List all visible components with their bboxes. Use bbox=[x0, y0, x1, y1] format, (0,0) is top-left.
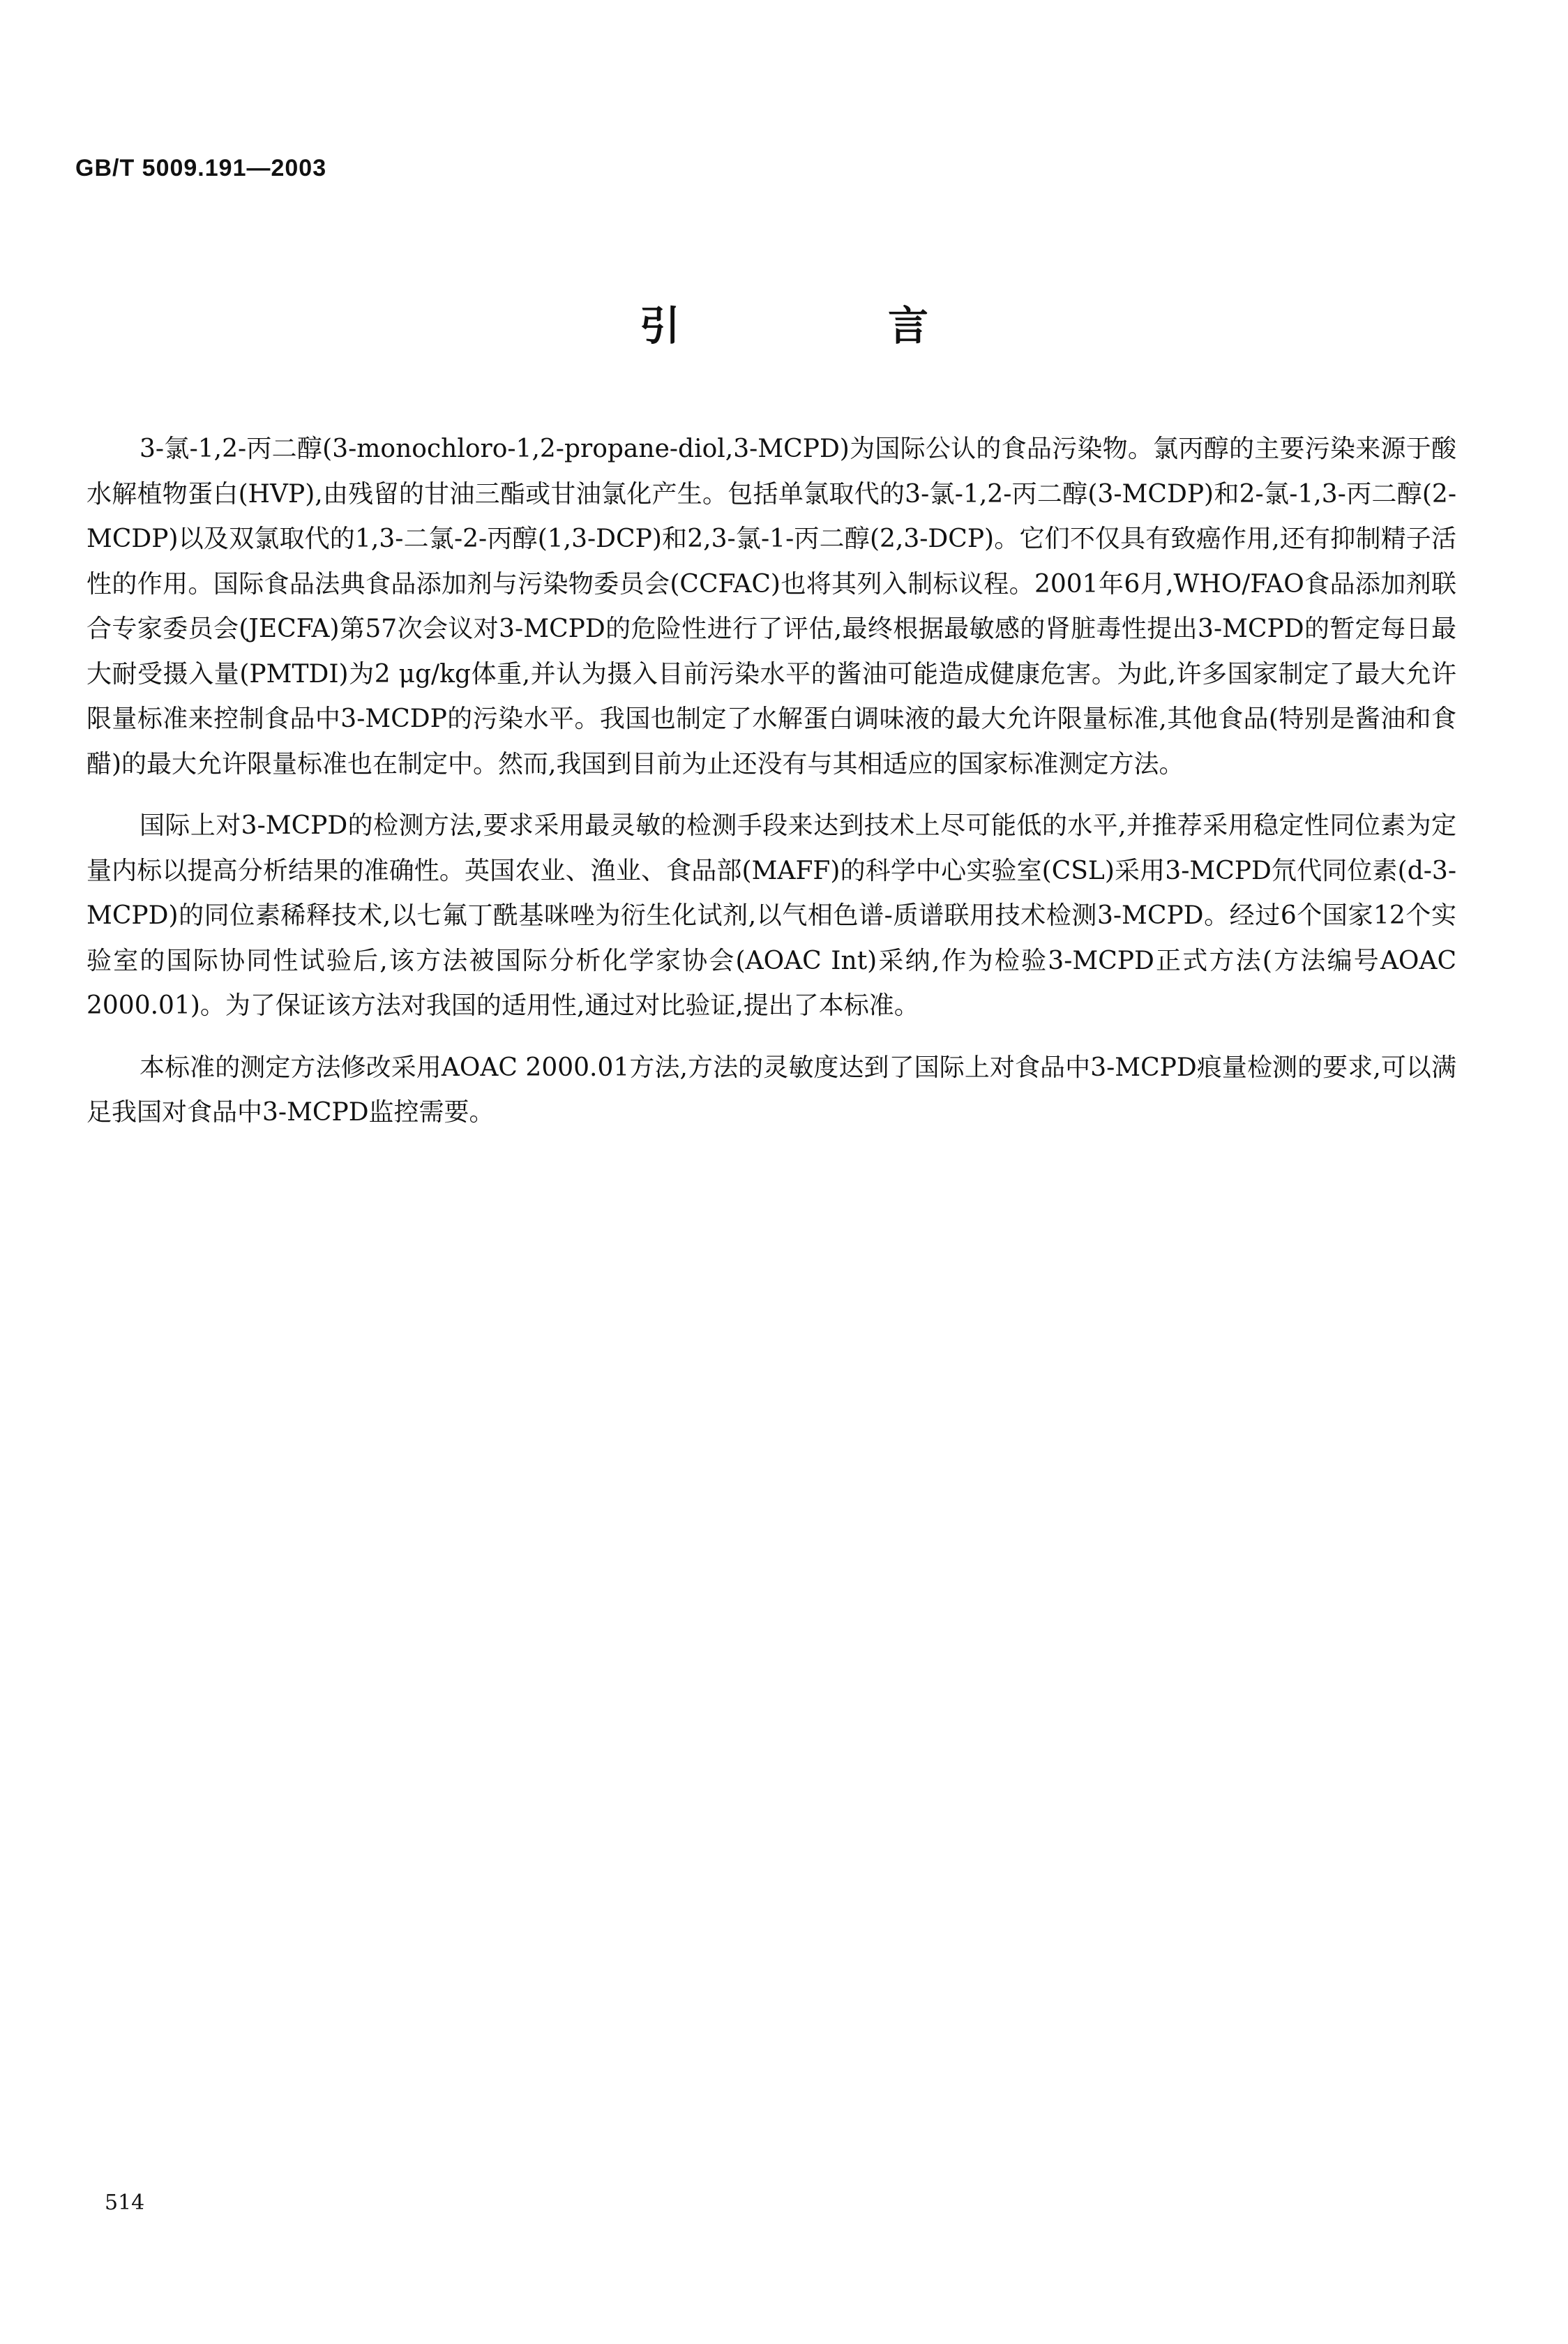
paragraph: 本标准的测定方法修改采用AOAC 2000.01方法,方法的灵敏度达到了国际上对食品中3-MCPD痕量检测的要求,可以满足我国对食品中3-MCPD监控需要。 bbox=[86, 1053, 1456, 1127]
paragraph: 国际上对3-MCPD的检测方法,要求采用最灵敏的检测手段来达到技术上尽可能低的水平,并推荐采用稳定性同位素为定量内标以提高分析结果的准确性。英国农业、渔业、食品部(MAFF)的科学中心实验室(CSL)采用3-MCPD氘代同位素(d-3-MCPD)的同位素稀释技术,以七氟丁酰基咪唑为衍生化试剂,以气相色谱-质谱联用技术检测3-MCPD。经过6个国家12个实验室的国际协同性试验后,该方法被国际分析化学家协会(AOAC Int)采纳,作为检验3-MCPD正式方法(方法编号AOAC 2000.01)。为了保证该方法对我国的适用性,通过对比验证,提出了本标准。 bbox=[86, 811, 1456, 1020]
page-number: 514 bbox=[105, 2191, 145, 2215]
body-text bbox=[86, 427, 1456, 1152]
page-title: 引 言 bbox=[639, 302, 1012, 350]
standard-code: GB/T 5009.191—2003 bbox=[75, 155, 327, 181]
paragraph: 3-氯-1,2-丙二醇(3-monochloro-1,2-propane-diol,3-MCPD)为国际公认的食品污染物。氯丙醇的主要污染来源于酸水解植物蛋白(HVP),由残留的甘油三酯或甘油氯化产生。包括单氯取代的3-氯-1,2-丙二醇(3-MCDP)和2-氯-1,3-丙二醇(2-MCDP)以及双氯取代的1,3-二氯-2-丙醇(1,3-DCP)和2,3-氯-1-丙二醇(2,3-DCP)。它们不仅具有致癌作用,还有抑制精子活性的作用。国际食品法典食品添加剂与污染物委员会(CCFAC)也将其列入制标议程。2001年6月,WHO/FAO食品添加剂联合专家委员会(JECFA)第57次会议对3-MCPD的危险性进行了评估,最终根据最敏感的肾脏毒性提出3-MCPD的暂定每日最大耐受摄入量(PMTDI)为2 μg/kg体重,并认为摄入目前污染水平的酱油可能造成健康危害。为此,许多国家制定了最大允许限量标准来控制食品中3-MCDP的污染水平。我国也制定了水解蛋白调味液的最大允许限量标准,其他食品(特别是酱油和食醋)的最大允许限量标准也在制定中。然而,我国到目前为止还没有与其相适应的国家标准测定方法。 bbox=[86, 435, 1456, 779]
